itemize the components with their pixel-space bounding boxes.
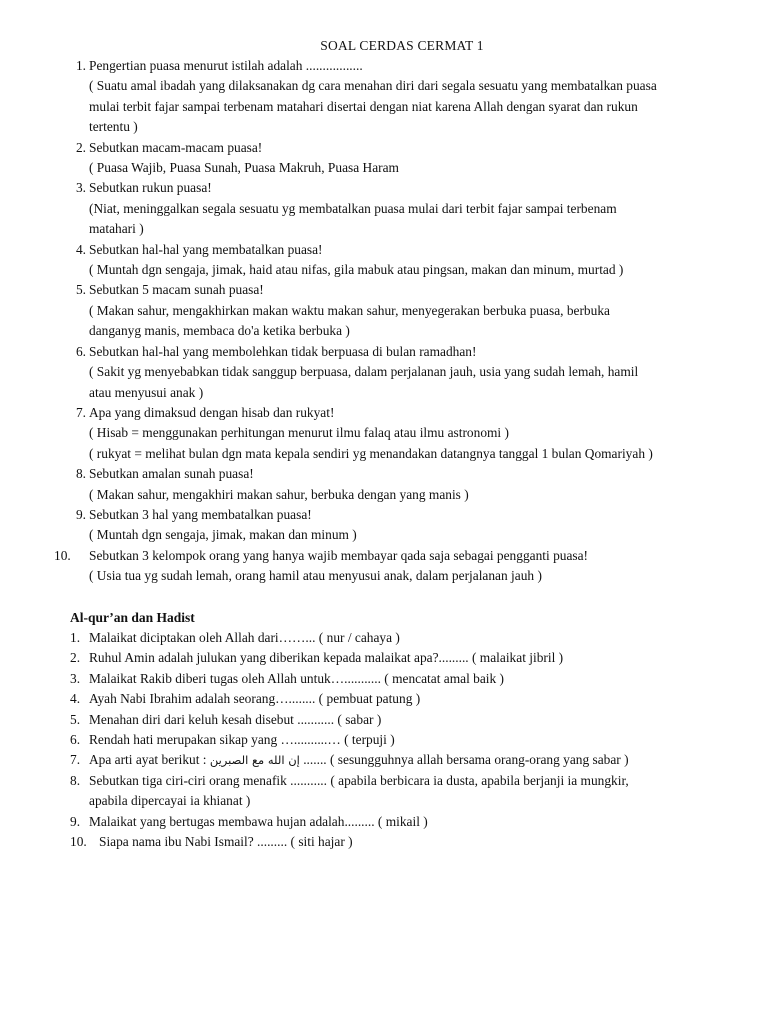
list-item [0,689,768,709]
item-number: 8. [70,772,81,788]
list-item [0,403,768,464]
question-text: Rendah hati merupakan sikap yang …..........… ( terpuji ) [89,732,395,747]
document-title: SOAL CERDAS CERMAT 1 [320,38,484,53]
document-page [0,36,768,852]
question-text: Siapa nama ibu Nabi Ismail? ......... ( siti hajar ) [99,834,353,850]
list-item [0,648,768,668]
answer-text: matahari ) [89,221,144,237]
item-number: 4. [75,241,86,257]
list-item [0,832,768,852]
list-item [0,280,768,341]
item-number: 6. [75,343,86,359]
section-title: Al-qur’an dan Hadist [70,609,195,625]
question-text: Sebutkan 5 macam sunah puasa! [89,282,264,298]
answer-text: ( Puasa Wajib, Puasa Sunah, Puasa Makruh, Puasa Haram [89,160,399,176]
question-text: Malaikat yang bertugas membawa hujan adalah......... ( mikail ) [89,813,428,829]
item-number: 9. [70,813,81,829]
question-text: Sebutkan 3 hal yang membatalkan puasa! [89,506,312,522]
item-number: 5. [75,282,86,298]
question-text: Pengertian puasa menurut istilah adalah ................. [89,58,363,73]
item-number: 2. [75,139,86,155]
question-text: Sebutkan tiga ciri-ciri orang menafik ........... ( apabila berbicara ia dusta, apabila berjanji ia mungkir, [89,772,629,788]
item-number: 8. [75,466,86,482]
answer-text: danganyg manis, membaca do'a ketika berbuka ) [89,323,350,339]
question-answer: ....... ( sesungguhnya allah bersama orang-orang yang sabar ) [299,752,629,768]
item-number: 3. [70,670,81,686]
answer-text: tertentu ) [89,119,138,135]
question-text: Ruhul Amin adalah julukan yang diberikan kepada malaikat apa?......... ( malaikat jibril ) [89,650,564,666]
question-text: Sebutkan 3 kelompok orang yang hanya wajib membayar qada saja sebagai pengganti puasa! [89,547,589,563]
list-item [0,730,768,750]
item-number: 1. [75,58,86,73]
answer-text: ( Usia tua yg sudah lemah, orang hamil atau menyusui anak, dalam perjalanan jauh ) [89,568,542,584]
question-text: Malaikat diciptakan oleh Allah dari……... ( nur / cahaya ) [89,629,400,645]
list-item [0,628,768,648]
item-number: 10. [70,834,87,850]
answer-text: ( Makan sahur, mengakhirkan makan waktu makan sahur, menyegerakan berbuka puasa, berbuka [89,302,610,318]
list-item [0,240,768,281]
list-item [0,464,768,505]
answer-text: ( Hisab = menggunakan perhitungan menurut ilmu falaq atau ilmu astronomi ) [89,425,509,441]
question-text: Sebutkan hal-hal yang membatalkan puasa! [89,241,323,257]
answer-text: atau menyusui anak ) [89,384,204,400]
answer-text: ( Suatu amal ibadah yang dilaksanakan dg cara menahan diri dari segala sesuatu yang membatalkan puasa [89,78,657,94]
question-text: Sebutkan amalan sunah puasa! [89,466,254,482]
question-prefix: Apa arti ayat berikut : [89,752,210,768]
question-text: Sebutkan macam-macam puasa! [89,139,263,155]
answer-text: (Niat, meninggalkan segala sesuatu yg membatalkan puasa mulai dari terbit fajar sampai terbenam [89,200,617,216]
question-text: Sebutkan rukun puasa! [89,180,212,196]
list-item [0,178,768,239]
question-list-quran-hadist [0,628,768,852]
list-item [0,505,768,546]
question-text [89,750,734,770]
item-number: 5. [70,711,81,727]
section-quran-hadist [0,608,768,853]
list-item [0,342,768,403]
answer-text: ( Makan sahur, mengakhiri makan sahur, berbuka dengan yang manis ) [89,486,469,502]
question-list-puasa [0,56,768,587]
question-text: Menahan diri dari keluh kesah disebut ........... ( sabar ) [89,711,382,727]
item-number: 2. [70,650,81,666]
list-item [0,750,768,770]
item-number: 9. [75,506,86,522]
list-item [0,812,768,832]
answer-text: ( Muntah dgn sengaja, jimak, makan dan minum ) [89,527,357,543]
item-number: 4. [70,691,81,707]
item-number: 3. [75,180,86,196]
answer-text: ( Muntah dgn sengaja, jimak, haid atau nifas, gila mabuk atau pingsan, makan dan minum, murtad ) [89,262,624,278]
answer-text: mulai terbit fajar sampai terbenam matahari disertai dengan niat karena Allah dengan syarat dan rukun [89,98,638,114]
question-text: Apa yang dimaksud dengan hisab dan rukyat! [89,404,335,420]
list-item [0,56,768,138]
list-item [0,669,768,689]
answer-text: ( rukyat = melihat bulan dgn mata kepala sendiri yg menandakan datangnya tanggal 1 bulan Qomariyah ) [89,445,653,461]
question-text: Ayah Nabi Ibrahim adalah seorang…........ ( pembuat patung ) [89,691,421,707]
question-text: Sebutkan hal-hal yang membolehkan tidak berpuasa di bulan ramadhan! [89,343,477,359]
answer-text: apabila dipercayai ia khianat ) [89,793,251,809]
item-number: 7. [70,752,81,768]
list-item [0,771,768,812]
arabic-verse: إن الله مع الصبرين [209,753,300,768]
list-item [0,710,768,730]
item-number: 1. [70,629,81,645]
item-number: 6. [70,732,81,747]
list-item [0,138,768,179]
item-number: 10. [54,547,71,563]
item-number: 7. [75,404,86,420]
answer-text: ( Sakit yg menyebabkan tidak sanggup berpuasa, dalam perjalanan jauh, usia yang sudah lemah, hamil [89,364,639,380]
question-text: Malaikat Rakib diberi tugas oleh Allah untuk…........... ( mencatat amal baik ) [89,670,505,686]
list-item [0,546,768,587]
